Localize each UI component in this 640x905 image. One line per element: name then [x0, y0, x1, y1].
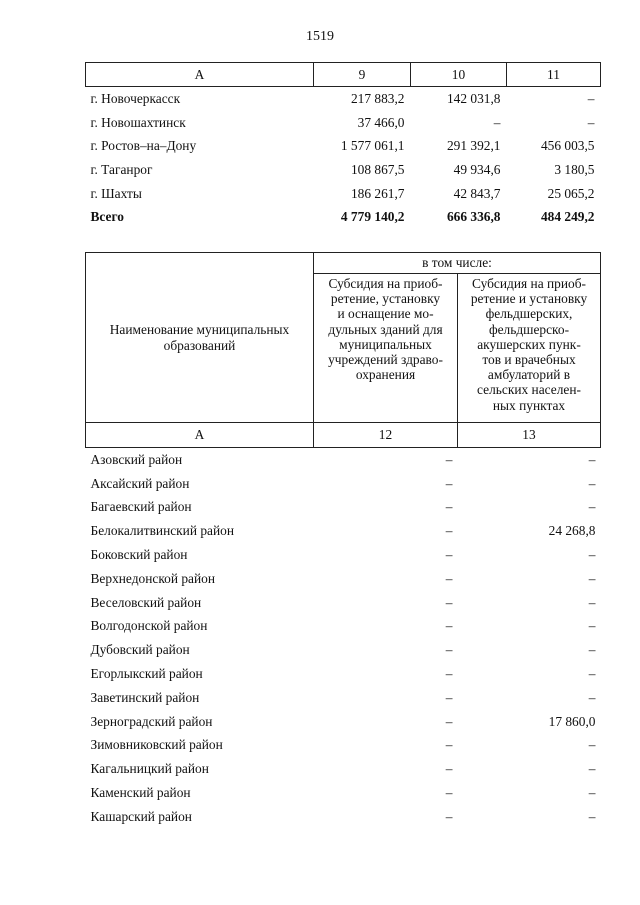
row-value-12: –	[445, 666, 453, 682]
col13-desc-line: ретение и установку	[470, 291, 588, 307]
row-value-13: –	[588, 618, 596, 634]
table-row	[86, 686, 601, 710]
table-row	[86, 781, 601, 805]
row-name: г. Ростов–на–Дону	[90, 138, 197, 154]
total-row	[86, 205, 601, 229]
row-value-12: –	[445, 523, 453, 539]
row-value-13: –	[588, 785, 596, 801]
row-value-12: –	[445, 570, 453, 586]
table1-header-9: 9	[314, 63, 411, 87]
col12-description	[314, 274, 458, 423]
row-name: г. Шахты	[90, 185, 142, 201]
row-value-13: –	[588, 761, 596, 777]
table1-header-row	[86, 63, 601, 87]
row-value-11: 456 003,5	[540, 138, 595, 154]
row-value-11: –	[587, 114, 595, 130]
row-value-9: 108 867,5	[350, 161, 405, 177]
row-name: Верхнедонской район	[90, 570, 216, 586]
row-name: Кагальницкий район	[90, 761, 209, 777]
table-row	[86, 496, 601, 520]
table-row	[86, 591, 601, 615]
table-row	[86, 805, 601, 829]
row-name: г. Новочеркасск	[90, 90, 181, 106]
col13-desc-line: амбулаторий в	[487, 367, 571, 383]
table-row	[86, 182, 601, 206]
row-value-13: –	[588, 499, 596, 515]
row-name: г. Таганрог	[90, 161, 153, 177]
row-value-11: –	[587, 90, 595, 106]
municipality-header-line1: Наименование муниципальных	[109, 322, 290, 338]
row-value-12: –	[445, 451, 453, 467]
row-name: Боковский район	[90, 547, 188, 563]
row-value-9: 37 466,0	[357, 114, 405, 130]
row-value-12: –	[445, 689, 453, 705]
table2-column-labels	[86, 423, 601, 448]
col12-desc-line: Субсидия на приоб-	[328, 276, 443, 291]
col12-desc-line: учреждений здраво-	[328, 352, 443, 368]
table-row	[86, 472, 601, 496]
row-name: Багаевский район	[90, 499, 192, 515]
row-value-12: –	[445, 761, 453, 777]
row-name: Каменский район	[90, 785, 191, 801]
row-name: Белокалитвинский район	[90, 523, 235, 539]
col13-desc-line: акушерских пунк-	[477, 336, 581, 352]
table-row	[86, 134, 601, 158]
row-value-13: –	[588, 666, 596, 682]
row-value-13: –	[588, 451, 596, 467]
table1-header-11: 11	[507, 63, 601, 87]
table-row	[86, 710, 601, 734]
table-row	[86, 543, 601, 567]
row-value-13: 24 268,8	[548, 523, 596, 539]
row-value-13: –	[588, 737, 596, 753]
page-number: 1519	[306, 29, 334, 44]
total-value-10: 666 336,8	[446, 209, 501, 225]
table-row	[86, 519, 601, 543]
col13-desc-line: ных пунктах	[492, 397, 566, 413]
row-value-13: –	[588, 689, 596, 705]
row-value-13: –	[588, 642, 596, 658]
col13-desc-line: фельдшерских,	[485, 306, 573, 322]
row-value-12: –	[445, 808, 453, 824]
table1-header-10: 10	[411, 63, 507, 87]
table2-label-12: 12	[314, 423, 458, 448]
row-name: г. Новошахтинск	[90, 114, 186, 130]
total-value-11: 484 249,2	[540, 209, 595, 225]
table1-header-a: А	[86, 63, 314, 87]
row-value-9: 186 261,7	[350, 185, 405, 201]
row-value-13: –	[588, 475, 596, 491]
row-value-10: –	[493, 114, 501, 130]
row-name: Зерноградский район	[90, 713, 213, 729]
col13-desc-line: фельдшерско-	[488, 321, 570, 337]
row-value-12: –	[445, 785, 453, 801]
row-value-13: 17 860,0	[548, 713, 596, 729]
col12-desc-line: охранения	[355, 367, 416, 383]
row-value-10: 49 934,6	[453, 161, 501, 177]
col13-desc-line: сельских населен-	[477, 382, 581, 398]
col12-desc-line: ретение, установку	[330, 291, 441, 307]
row-value-13: –	[588, 570, 596, 586]
row-name: Кашарский район	[90, 808, 192, 824]
row-name: Заветинский район	[90, 689, 200, 705]
row-value-12: –	[445, 547, 453, 563]
row-value-10: 42 843,7	[453, 185, 501, 201]
row-name: Егорлыкский район	[90, 666, 203, 682]
row-name: Дубовский район	[90, 642, 190, 658]
row-value-13: –	[588, 547, 596, 563]
row-name: Веселовский район	[90, 594, 202, 610]
row-value-13: –	[588, 808, 596, 824]
row-value-10: 291 392,1	[446, 138, 501, 154]
table-row	[86, 111, 601, 135]
budget-table-part-2	[85, 252, 601, 829]
row-value-10: 142 031,8	[446, 90, 501, 106]
row-value-12: –	[445, 737, 453, 753]
row-value-11: 3 180,5	[554, 161, 595, 177]
row-value-12: –	[445, 499, 453, 515]
table-row	[86, 567, 601, 591]
col12-desc-line: муниципальных	[339, 336, 432, 352]
municipality-header-line2: образований	[163, 337, 236, 353]
table-row	[86, 615, 601, 639]
row-value-12: –	[445, 713, 453, 729]
table-row	[86, 448, 601, 472]
table-row	[86, 734, 601, 758]
table-row	[86, 662, 601, 686]
row-value-12: –	[445, 475, 453, 491]
municipality-column-header	[86, 253, 314, 423]
row-name: Аксайский район	[90, 475, 190, 491]
table-row	[86, 638, 601, 662]
row-value-12: –	[445, 594, 453, 610]
col12-desc-line: дульных зданий для	[328, 321, 443, 337]
table2-label-13: 13	[458, 423, 601, 448]
total-value-9: 4 779 140,2	[340, 209, 405, 225]
table2-label-a: А	[86, 423, 314, 448]
row-name: Азовский район	[90, 451, 183, 467]
total-label: Всего	[90, 209, 124, 225]
including-header: в том числе:	[314, 253, 601, 274]
row-value-11: 25 065,2	[547, 185, 595, 201]
row-value-9: 1 577 061,1	[340, 138, 405, 154]
budget-table-part-1	[85, 62, 601, 229]
col13-desc-line: тов и врачебных	[482, 352, 576, 368]
row-value-9: 217 883,2	[350, 90, 405, 106]
table-row	[86, 158, 601, 182]
row-value-12: –	[445, 642, 453, 658]
table-row	[86, 757, 601, 781]
col12-desc-line: и оснащение мо-	[337, 306, 434, 322]
row-value-12: –	[445, 618, 453, 634]
col13-description	[458, 274, 601, 423]
row-name: Зимовниковский район	[90, 737, 223, 753]
row-value-13: –	[588, 594, 596, 610]
table-row	[86, 87, 601, 111]
col13-desc-line: Субсидия на приоб-	[472, 276, 586, 291]
row-name: Волгодонской район	[90, 618, 208, 634]
